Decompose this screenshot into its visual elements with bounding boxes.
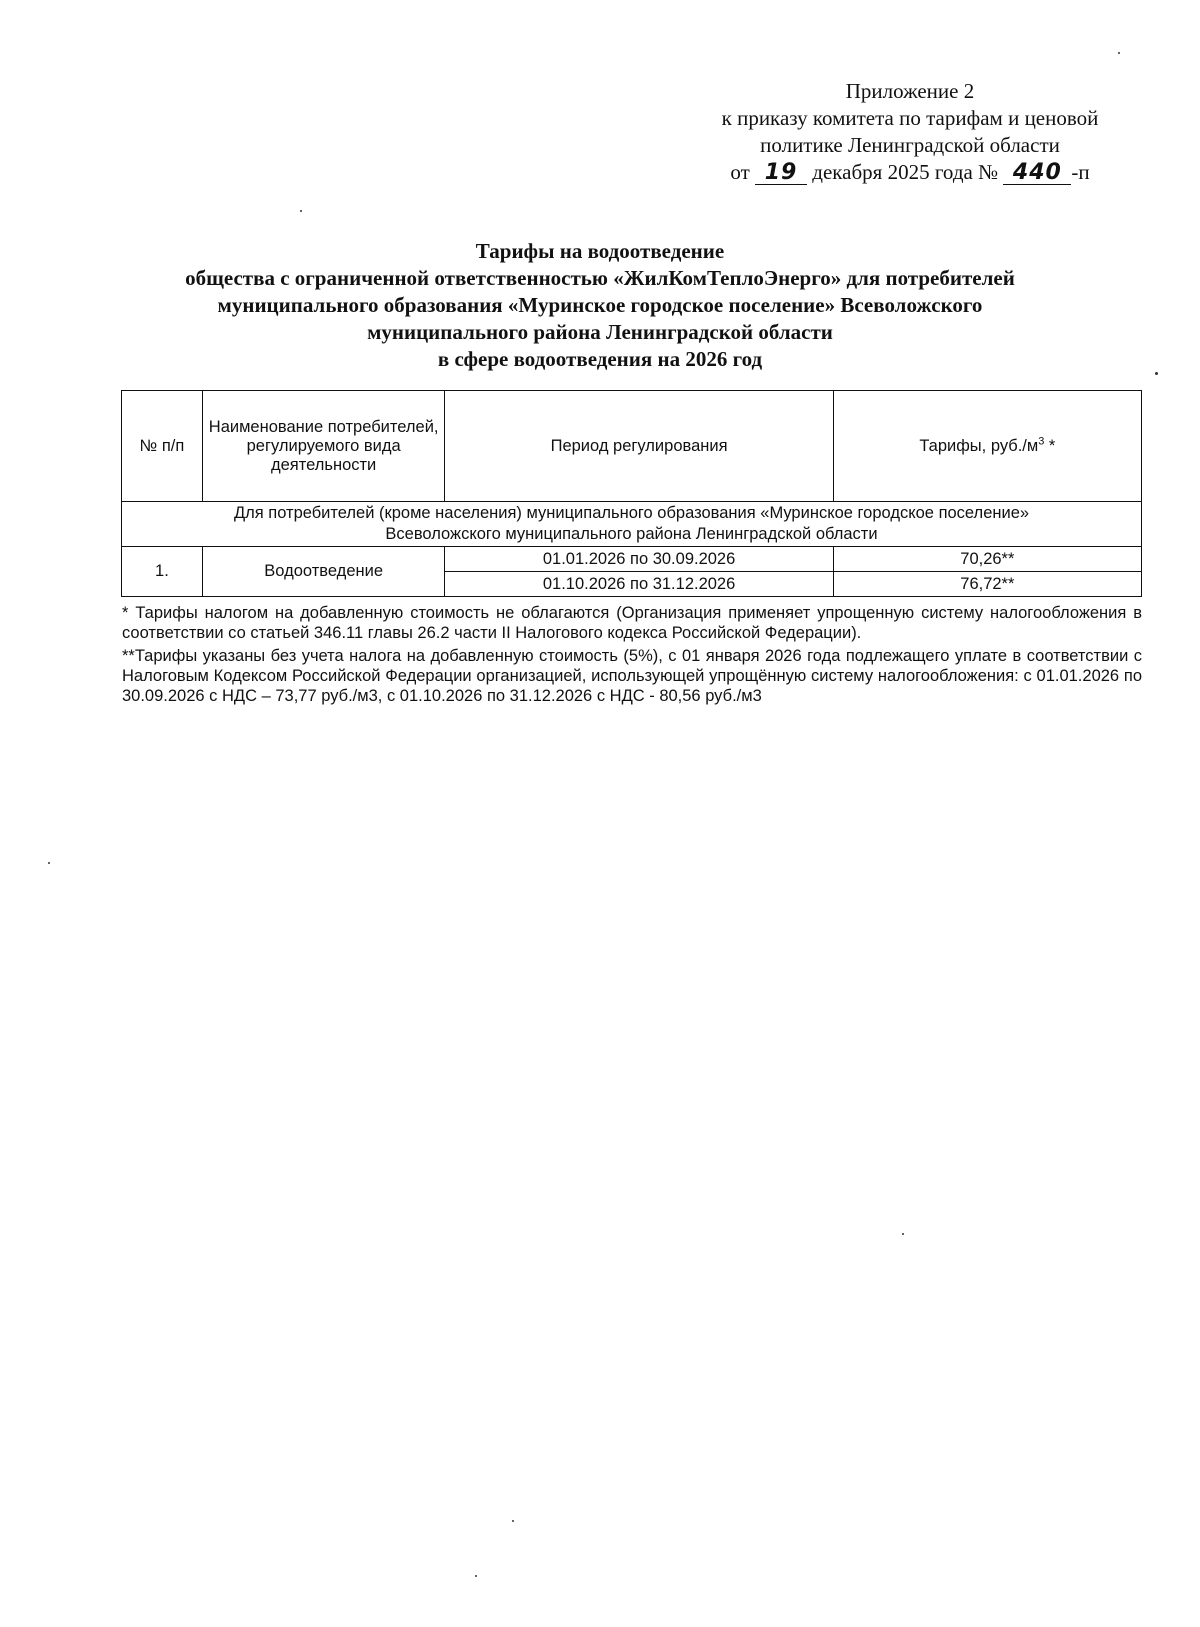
row-tariff: 70,26** [833, 547, 1141, 572]
header-tariff-label: Тарифы, руб./м [919, 436, 1039, 455]
header-tariff-superscript: 3 [1038, 435, 1045, 447]
title-line-4: муниципального района Ленинградской области [367, 320, 833, 344]
date-prefix: от [730, 160, 750, 184]
footnote-1: * Тарифы налогом на добавленную стоимость не облагаются (Организация применяет упрощенную систему налогообложения в соответствии со статьей 346.11 главы 26.2 части II Налогового кодекса Российской Федерации). [122, 604, 1142, 642]
tariff-table [121, 390, 1142, 597]
scan-speck [48, 862, 50, 864]
header-period: Период регулирования [445, 391, 833, 502]
header-tariff-mark: * [1044, 436, 1056, 455]
footnote-2: **Тарифы указаны без учета налога на добавленную стоимость (5%), с 01 января 2026 года подлежащего уплате в соответствии с Налоговым Кодексом Российской Федерации организацией, использующей упрощённую систему налогообложения: с 01.01.2026 по 30.09.2026 с НДС – 73,77 руб./м3, с 01.10.2026 по 31.12.2026 с НДС - 80,56 руб./м3 [122, 647, 1142, 705]
appendix-date-line [660, 159, 1160, 186]
title-line-5: в сфере водоотведения на 2026 год [437, 347, 763, 371]
scan-speck [1155, 372, 1158, 375]
appendix-order-line: к приказу комитета по тарифам и ценовой [721, 106, 1099, 130]
appendix-title: Приложение 2 [845, 79, 975, 103]
header-num: № п/п [122, 391, 203, 502]
scan-speck [902, 1233, 904, 1235]
handwritten-order-number: 440 [1003, 162, 1071, 185]
title-line-3: муниципального образования «Муринское городское поселение» Всеволожского [217, 293, 983, 317]
number-suffix: -п [1071, 160, 1090, 184]
header-name: Наименование потребителей, регулируемого вида деятельности [202, 391, 445, 502]
header-tariff [833, 391, 1141, 502]
appendix-header [660, 78, 1160, 186]
row-period: 01.01.2026 по 30.09.2026 [445, 547, 833, 572]
handwritten-day: 19 [755, 162, 807, 185]
row-period: 01.10.2026 по 31.12.2026 [445, 572, 833, 597]
date-middle: декабря 2025 года № [812, 160, 999, 184]
section-label [122, 502, 1142, 547]
scan-speck [1118, 52, 1120, 54]
section-line-1: Для потребителей (кроме населения) муниципального образования «Муринское городское поселение» [233, 504, 1030, 522]
section-line-2: Всеволожского муниципального района Ленинградской области [385, 525, 878, 543]
scan-speck [475, 1575, 477, 1577]
scan-speck [512, 1520, 514, 1522]
table-header-row [122, 391, 1142, 502]
title-line-2: общества с ограниченной ответственностью «ЖилКомТеплоЭнерго» для потребителей [185, 266, 1015, 290]
row-tariff: 76,72** [833, 572, 1141, 597]
title-line-1: Тарифы на водоотведение [475, 239, 725, 263]
row-num: 1. [122, 547, 203, 597]
table-row [122, 547, 1142, 572]
row-name: Водоотведение [202, 547, 445, 597]
scan-speck [300, 210, 302, 212]
footnotes [122, 603, 1142, 709]
table-section-row [122, 502, 1142, 547]
appendix-committee-line: политике Ленинградской области [760, 133, 1060, 157]
document-title [60, 238, 1140, 373]
